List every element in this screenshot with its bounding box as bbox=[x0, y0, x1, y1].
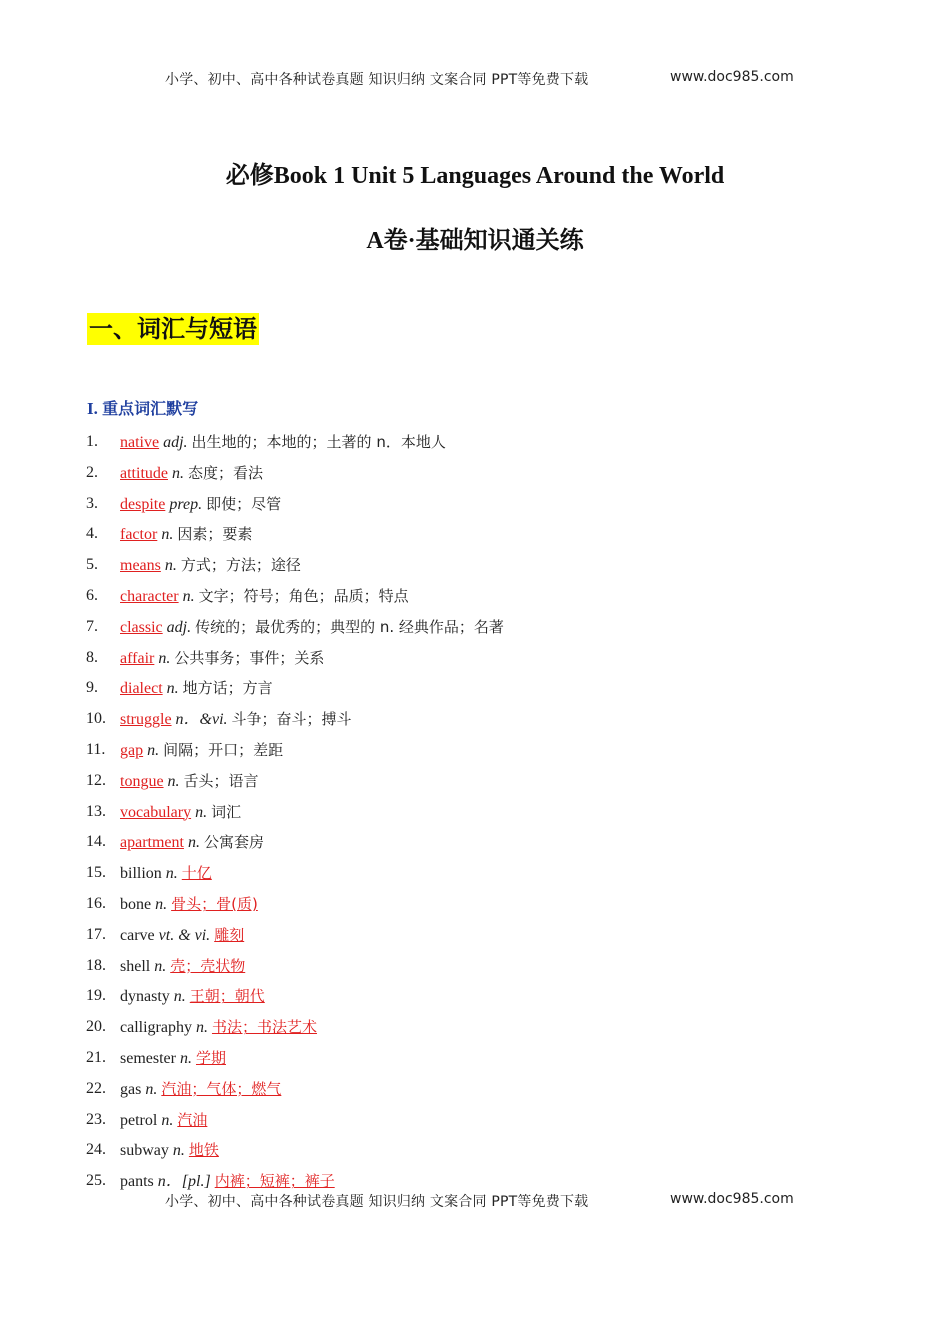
vocab-part-of-speech: n. bbox=[154, 957, 167, 975]
vocab-answer-word: affair bbox=[120, 649, 155, 667]
vocab-content bbox=[120, 551, 301, 580]
vocab-answer-word: character bbox=[120, 587, 179, 605]
vocab-content bbox=[120, 705, 352, 734]
vocab-item bbox=[0, 520, 950, 551]
vocab-answer-meaning: 地铁 bbox=[188, 1141, 219, 1160]
vocab-part-of-speech: n. bbox=[173, 988, 186, 1006]
vocab-number: 24. bbox=[86, 1141, 106, 1159]
vocab-answer-word: dialect bbox=[120, 680, 163, 698]
vocab-number: 23. bbox=[86, 1110, 106, 1128]
vocab-item bbox=[0, 736, 950, 767]
vocab-item bbox=[0, 551, 950, 582]
vocab-content bbox=[120, 798, 241, 827]
vocab-number: 9. bbox=[86, 679, 98, 697]
vocab-answer-word: factor bbox=[120, 526, 158, 544]
vocab-content bbox=[120, 767, 259, 796]
vocab-answer-meaning: 王朝；朝代 bbox=[189, 987, 265, 1006]
vocab-number: 17. bbox=[86, 925, 106, 943]
vocab-number: 20. bbox=[86, 1018, 106, 1036]
header-url[interactable]: www.doc985.com bbox=[670, 69, 794, 85]
vocab-number: 25. bbox=[86, 1172, 106, 1190]
vocab-content bbox=[120, 644, 324, 673]
vocab-content bbox=[120, 828, 264, 857]
sub-heading-label: 重点词汇默写 bbox=[102, 399, 199, 418]
vocab-meaning: 文字；符号；角色；品质；特点 bbox=[198, 586, 409, 605]
vocab-meaning: 地方话；方言 bbox=[182, 679, 273, 698]
vocab-answer-meaning: 书法；书法艺术 bbox=[211, 1018, 317, 1037]
vocab-part-of-speech: n. bbox=[172, 1142, 185, 1160]
vocab-item bbox=[0, 1136, 950, 1167]
footer-text: 小学、初中、高中各种试卷真题 知识归纳 文案合同 PPT等免费下载 bbox=[165, 1194, 589, 1210]
vocab-number: 14. bbox=[86, 833, 106, 851]
vocab-content bbox=[120, 982, 265, 1011]
vocab-number: 3. bbox=[86, 494, 98, 512]
vocab-part-of-speech: n. bbox=[195, 803, 208, 821]
vocab-item bbox=[0, 428, 950, 459]
vocab-content bbox=[120, 1106, 207, 1135]
vocab-answer-word: tongue bbox=[120, 772, 164, 790]
sub-heading bbox=[87, 396, 198, 419]
vocab-item bbox=[0, 921, 950, 952]
vocab-item bbox=[0, 613, 950, 644]
vocab-number: 13. bbox=[86, 802, 106, 820]
vocab-word: gas bbox=[120, 1080, 142, 1098]
vocabulary-list bbox=[0, 428, 950, 1198]
vocab-content bbox=[120, 1044, 226, 1073]
vocab-part-of-speech: n. bbox=[195, 1019, 208, 1037]
vocab-word: pants bbox=[120, 1173, 154, 1191]
vocab-part-of-speech: n．&vi. bbox=[175, 711, 228, 729]
vocab-word: dynasty bbox=[120, 988, 170, 1006]
vocab-part-of-speech: n. bbox=[187, 834, 200, 852]
vocab-word: calligraphy bbox=[120, 1019, 192, 1037]
vocab-answer-meaning: 雕刻 bbox=[214, 925, 245, 944]
vocab-answer-meaning: 汽油 bbox=[177, 1110, 208, 1129]
vocab-part-of-speech: n. bbox=[171, 464, 184, 482]
vocab-number: 2. bbox=[86, 463, 98, 481]
vocab-meaning: 态度；看法 bbox=[187, 463, 263, 482]
vocab-item bbox=[0, 798, 950, 829]
vocab-answer-meaning: 汽油；气体；燃气 bbox=[161, 1079, 282, 1098]
vocab-item bbox=[0, 828, 950, 859]
vocab-part-of-speech: n. bbox=[161, 526, 174, 544]
vocab-number: 1. bbox=[86, 433, 98, 450]
vocab-answer-word: attitude bbox=[120, 464, 168, 482]
vocab-part-of-speech: prep. bbox=[169, 495, 203, 513]
vocab-answer-meaning: 骨头；骨(质) bbox=[171, 894, 258, 913]
vocab-content bbox=[120, 890, 258, 919]
vocab-answer-meaning: 内裤；短裤；裤子 bbox=[214, 1172, 335, 1191]
vocab-meaning: 出生地的；本地的；土著的 n．本地人 bbox=[191, 433, 446, 451]
vocab-number: 7. bbox=[86, 617, 98, 635]
vocab-answer-word: means bbox=[120, 557, 161, 575]
vocab-part-of-speech: n. bbox=[179, 1049, 192, 1067]
vocab-meaning: 词汇 bbox=[211, 802, 242, 821]
vocab-meaning: 即使；尽管 bbox=[206, 494, 282, 513]
vocab-part-of-speech: n. bbox=[155, 895, 168, 913]
vocab-answer-word: struggle bbox=[120, 711, 172, 729]
vocab-content bbox=[120, 859, 212, 888]
vocab-part-of-speech: adj. bbox=[166, 618, 192, 636]
vocab-answer-meaning: 学期 bbox=[195, 1048, 226, 1067]
vocab-content bbox=[120, 952, 245, 981]
vocab-meaning: 舌头；语言 bbox=[183, 771, 259, 790]
footer-url[interactable]: www.doc985.com bbox=[670, 1191, 794, 1207]
vocab-item bbox=[0, 1044, 950, 1075]
vocab-content bbox=[120, 459, 263, 488]
vocab-number: 18. bbox=[86, 956, 106, 974]
vocab-item bbox=[0, 644, 950, 675]
vocab-item bbox=[0, 890, 950, 921]
vocab-content bbox=[120, 428, 446, 457]
vocab-answer-word: gap bbox=[120, 741, 144, 759]
vocab-item bbox=[0, 705, 950, 736]
vocab-word: shell bbox=[120, 957, 151, 975]
vocab-content bbox=[120, 490, 281, 519]
vocab-content bbox=[120, 1013, 317, 1042]
vocab-number: 16. bbox=[86, 894, 106, 912]
vocab-part-of-speech: adj. bbox=[163, 434, 188, 451]
vocab-word: billion bbox=[120, 865, 162, 883]
vocab-content bbox=[120, 520, 252, 549]
vocab-item bbox=[0, 490, 950, 521]
vocab-number: 8. bbox=[86, 648, 98, 666]
vocab-word: carve bbox=[120, 926, 155, 944]
header-text: 小学、初中、高中各种试卷真题 知识归纳 文案合同 PPT等免费下载 bbox=[165, 72, 589, 88]
vocab-meaning: 方式；方法；途径 bbox=[180, 556, 301, 575]
vocab-answer-word: classic bbox=[120, 618, 163, 636]
vocab-part-of-speech: n. bbox=[166, 680, 179, 698]
vocab-word: semester bbox=[120, 1049, 176, 1067]
vocab-part-of-speech: n. bbox=[158, 649, 171, 667]
vocab-item bbox=[0, 982, 950, 1013]
vocab-meaning: 公寓套房 bbox=[203, 833, 264, 852]
vocab-word: bone bbox=[120, 895, 152, 913]
vocab-content bbox=[120, 674, 273, 703]
vocab-number: 15. bbox=[86, 864, 106, 882]
vocab-word: petrol bbox=[120, 1111, 158, 1129]
vocab-answer-word: vocabulary bbox=[120, 803, 192, 821]
vocab-meaning: 因素；要素 bbox=[177, 525, 253, 544]
vocab-number: 21. bbox=[86, 1048, 106, 1066]
vocab-item bbox=[0, 1013, 950, 1044]
vocab-answer-meaning: 壳；壳状物 bbox=[170, 956, 246, 975]
vocab-item bbox=[0, 582, 950, 613]
vocab-meaning: 斗争；奋斗；搏斗 bbox=[231, 710, 352, 729]
vocab-meaning: 间隔；开口；差距 bbox=[163, 740, 284, 759]
document-subtitle: A卷·基础知识通关练 bbox=[366, 228, 584, 254]
vocab-item bbox=[0, 674, 950, 705]
vocab-number: 4. bbox=[86, 525, 98, 543]
vocab-content bbox=[120, 1136, 219, 1165]
vocab-part-of-speech: n. bbox=[145, 1080, 158, 1098]
vocab-item bbox=[0, 1075, 950, 1106]
vocab-part-of-speech: n. bbox=[161, 1111, 174, 1129]
vocab-answer-word: despite bbox=[120, 495, 166, 513]
vocab-part-of-speech: n．[pl.] bbox=[157, 1173, 211, 1191]
vocab-part-of-speech: vt. & vi. bbox=[158, 926, 211, 944]
vocab-part-of-speech: n. bbox=[182, 587, 195, 605]
vocab-answer-meaning: 十亿 bbox=[181, 864, 212, 883]
vocab-content bbox=[120, 613, 504, 642]
vocab-item bbox=[0, 1106, 950, 1137]
vocab-meaning: 传统的；最优秀的；典型的 n. 经典作品；名著 bbox=[195, 617, 504, 636]
vocab-part-of-speech: n. bbox=[165, 865, 178, 883]
vocab-part-of-speech: n. bbox=[147, 741, 160, 759]
vocab-content bbox=[120, 1075, 281, 1104]
vocab-answer-word: native bbox=[120, 434, 160, 451]
vocab-item bbox=[0, 767, 950, 798]
vocab-number: 11. bbox=[86, 740, 106, 758]
vocab-meaning: 公共事务；事件；关系 bbox=[174, 648, 325, 667]
vocab-number: 10. bbox=[86, 710, 106, 728]
vocab-number: 5. bbox=[86, 556, 98, 574]
vocab-answer-word: apartment bbox=[120, 834, 184, 852]
vocab-part-of-speech: n. bbox=[167, 772, 180, 790]
document-title: 必修Book 1 Unit 5 Languages Around the World bbox=[225, 163, 725, 189]
sub-heading-roman: I. bbox=[87, 399, 98, 418]
vocab-number: 22. bbox=[86, 1079, 106, 1097]
vocab-content bbox=[120, 736, 283, 765]
vocab-content bbox=[120, 921, 244, 950]
vocab-content bbox=[120, 582, 409, 611]
vocab-word: subway bbox=[120, 1142, 169, 1160]
vocab-item bbox=[0, 459, 950, 490]
vocab-number: 6. bbox=[86, 586, 98, 604]
section-heading: 一、词汇与短语 bbox=[89, 315, 257, 343]
vocab-item bbox=[0, 952, 950, 983]
vocab-number: 19. bbox=[86, 987, 106, 1005]
vocab-item bbox=[0, 859, 950, 890]
vocab-number: 12. bbox=[86, 771, 106, 789]
vocab-part-of-speech: n. bbox=[164, 557, 177, 575]
